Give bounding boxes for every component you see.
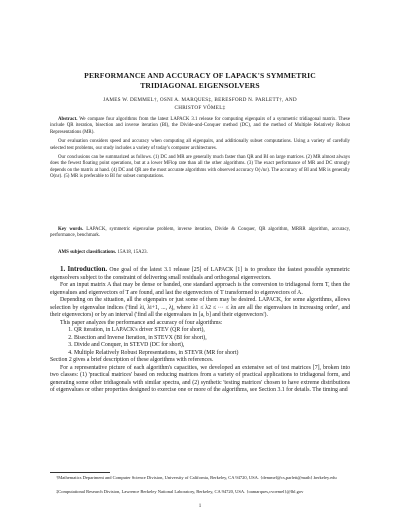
intro-text-1: One goal of the latest 3.1 release [25] of LAPACK [1] is to produce the fastest possible symmetric eigensolvers subject to the constraint of delivering small residuals and orthogonal eigenvectors. (50, 267, 350, 281)
algorithm-list-item: 1. QR iteration, in LAPACK's driver STEV (QR for short), (74, 327, 350, 335)
ams-label: AMS subject classifications. (58, 250, 117, 255)
abstract-label: Abstract. (58, 117, 78, 122)
abstract-text-1: We compare four algorithms from the latest LAPACK 3.1 release for computing eigenpairs of a symmetric tridiagonal matrix. These include QR iteration, bisection and inverse iteration (BI), the Divide-and-Conquer method (DC), and the method of Multiple Relatively Robust Representations (MR). (50, 117, 351, 135)
intro-paragraph-1 (50, 266, 350, 282)
footnote-berkeley: †Mathematics Department and Computer Science Division, University of California, Berkeley, CA 94720, USA. {demmel@cs,parlett@math}.berkeley.edu (56, 475, 337, 480)
section-number: 1. (60, 265, 66, 273)
paper-title (40, 71, 360, 91)
ams-classifications (50, 250, 350, 256)
intro-paragraph-6: For a representative picture of each algorithm's capacities, we developed an extensive set of test matrices [7], broken into two classes: (1) 'practical matrices' based on reducing matrices from a variety of practical applications to tridiagonal form, and generating some other tridiagonals with similar spectra, and (2) synthetic 'testing matrices' chosen to have extreme distributions of eigenvalues or other properties designed to exercise one or more of the algorithms, see Section 3.1 for details. The timing and (50, 364, 350, 393)
abstract-paragraph-3: Our conclusions can be summarized as follows. (1) DC and MR are generally much faster than QR and BI on large matrices. (2) MR almost always does the fewest floating point operations, but at a lower MFlop rate than all the other algorithms. (3) The exact performance of MR and DC strongly depends on the matrix at hand. (4) DC and QR are the most accurate algorithms with observed accuracy O(√nε). The accuracy of BI and MR is generally O(nε). (5) MR is preferable to BI for subset computations. (50, 155, 350, 180)
footnote-lbnl: ‡Computational Research Division, Lawrence Berkeley National Laboratory, Berkeley, CA 94720, USA. {oamarques,cvoemel}@lbl.gov (56, 489, 304, 494)
algorithm-list (50, 327, 350, 357)
algorithm-list-item: 2. Bisection and Inverse Iteration, in STEVX (BI for short), (74, 335, 350, 343)
abstract-paragraph-1 (50, 117, 350, 136)
page-number: 1 (198, 504, 202, 509)
section-introduction (50, 266, 350, 395)
title-line-2: TRIDIAGONAL EIGENSOLVERS (140, 81, 260, 90)
abstract (50, 117, 350, 184)
authors-line-2: CHRISTOF VÖMEL‡ (174, 105, 226, 111)
authors-line-1: JAMES W. DEMMEL†, OSNI A. MARQUES‡, BERESFORD N. PARLETT†, AND (103, 97, 297, 103)
keywords (50, 227, 350, 240)
section-title: Introduction. (67, 265, 108, 273)
intro-paragraph-4: This paper analyzes the performance and accuracy of four algorithms: (60, 319, 223, 326)
algorithm-list-item: 3. Divide and Conquer, in STEVD (DC for short), (74, 342, 350, 350)
footnote-rule (50, 472, 110, 473)
intro-paragraph-3: Depending on the situation, all the eigenpairs or just some of them may be desired. LAPACK, for some algorithms, allows selection by eigenvalue indices ('find λi, λi+1, ..., λj, where λ1 ≤ λ2 ≤ ··· ≤ λn are all the eigenvalues in increasing order', and their eigenvectors) or by an interval ('find all the eigenvalues in [a, b] and their eigenvectors'). (50, 297, 350, 318)
title-line-1: PERFORMANCE AND ACCURACY OF LAPACK'S SYMMETRIC (84, 71, 316, 80)
intro-paragraph-2: For an input matrix A that may be dense or banded, one standard approach is the conversion to tridiagonal form T, then the eigenvalues and eigenvectors of T are found, and last the eigenvectors of T transformed to eigenvectors of A. (50, 282, 350, 296)
keywords-label: Key words. (58, 227, 84, 232)
keywords-text: LAPACK, symmetric eigenvalue problem, inverse iteration, Divide & Conquer, QR algorithm, MRRR algorithm, accuracy, performance, benchmark. (50, 227, 350, 239)
ams-text: 15A18, 15A23. (117, 250, 148, 255)
algorithm-list-item: 4. Multiple Relatively Robust Representations, in STEVR (MR for short) (74, 350, 350, 358)
intro-paragraph-5: Section 2 gives a brief description of these algorithms with references. (50, 357, 214, 363)
abstract-paragraph-2: Our evaluation considers speed and accuracy when computing all eigenpairs, and additionally subset computations. Using a variety of carefully selected test problems, our study includes a variety of today's computer architectures. (50, 139, 350, 151)
author-list (40, 96, 360, 112)
